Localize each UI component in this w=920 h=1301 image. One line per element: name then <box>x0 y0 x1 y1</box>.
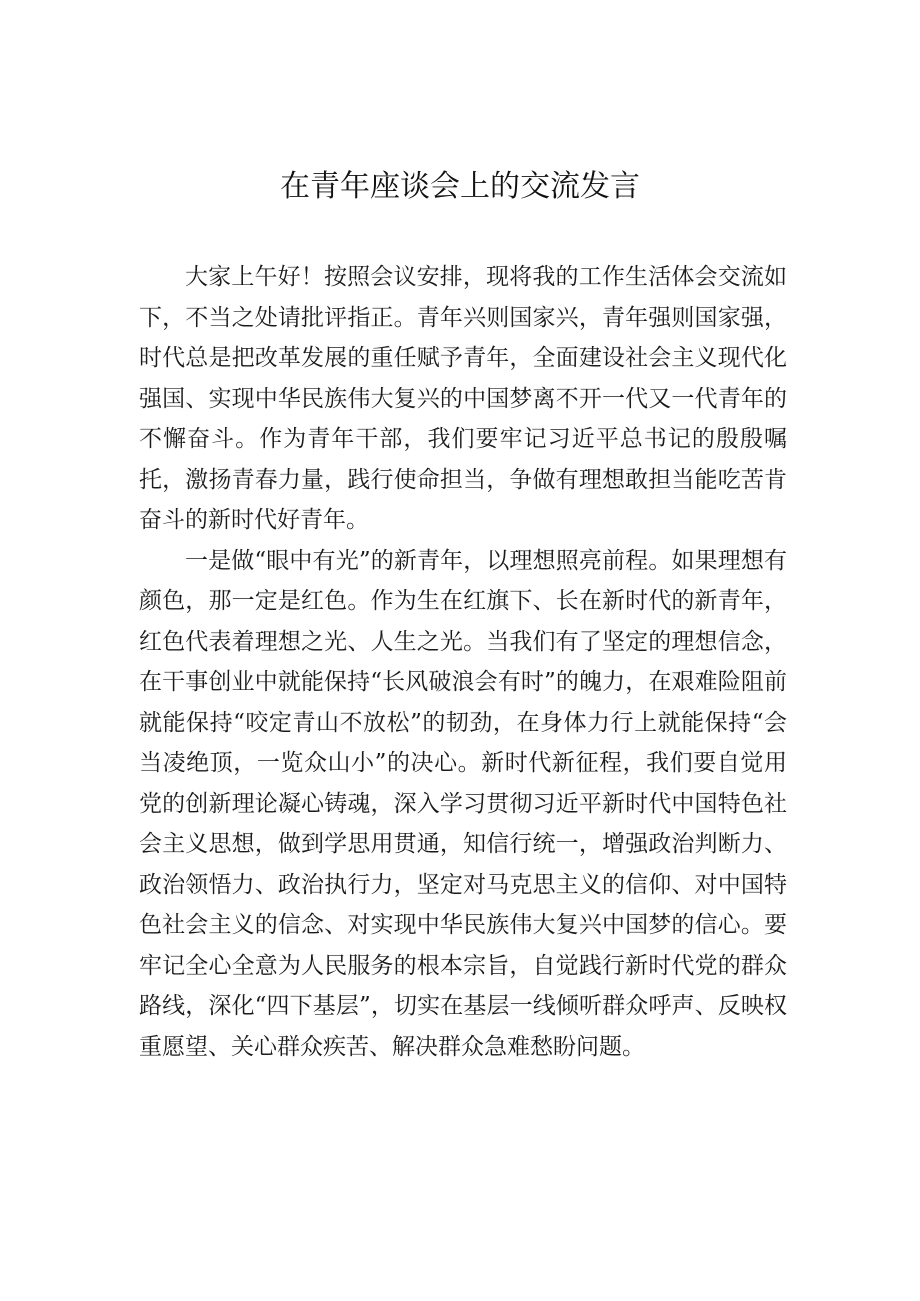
paragraph-point-one: 一是做“眼中有光”的新青年，以理想照亮前程。如果理想有颜色，那一定是红色。作为生在红旗下、长在新时代的新青年，红色代表着理想之光、人生之光。当我们有了坚定的理想信念，在干事创业中就能保持“长风破浪会有时”的魄力，在艰难险阻前就能保持“咬定青山不放松”的韧劲，在身体力行上就能保持“会当凌绝顶，一览众山小”的决心。新时代新征程，我们要自觉用党的创新理论凝心铸魂，深入学习贯彻习近平新时代中国特色社会主义思想，做到学思用贯通，知信行统一，增强政治判断力、政治领悟力、政治执行力，坚定对马克思主义的信仰、对中国特色社会主义的信念、对实现中华民族伟大复兴中国梦的信心。要牢记全心全意为人民服务的根本宗旨，自觉践行新时代党的群众路线，深化“四下基层”，切实在基层一线倾听群众呼声、反映权重愿望、关心群众疾苦、解决群众急难愁盼问题。 <box>139 547 787 1060</box>
document-body <box>139 257 787 1067</box>
document-title: 在青年座谈会上的交流发言 <box>280 169 640 204</box>
paragraph-intro: 大家上午好！按照会议安排，现将我的工作生活体会交流如下，不当之处请批评指正。青年兴则国家兴，青年强则国家强，时代总是把改革发展的重任赋予青年，全面建设社会主义现代化强国、实现中华民族伟大复兴的中国梦离不开一代又一代青年的不懈奋斗。作为青年干部，我们要牢记习近平总书记的殷殷嘱托，激扬青春力量，践行使命担当，争做有理想敢担当能吃苦肯奋斗的新时代好青年。 <box>139 264 787 533</box>
